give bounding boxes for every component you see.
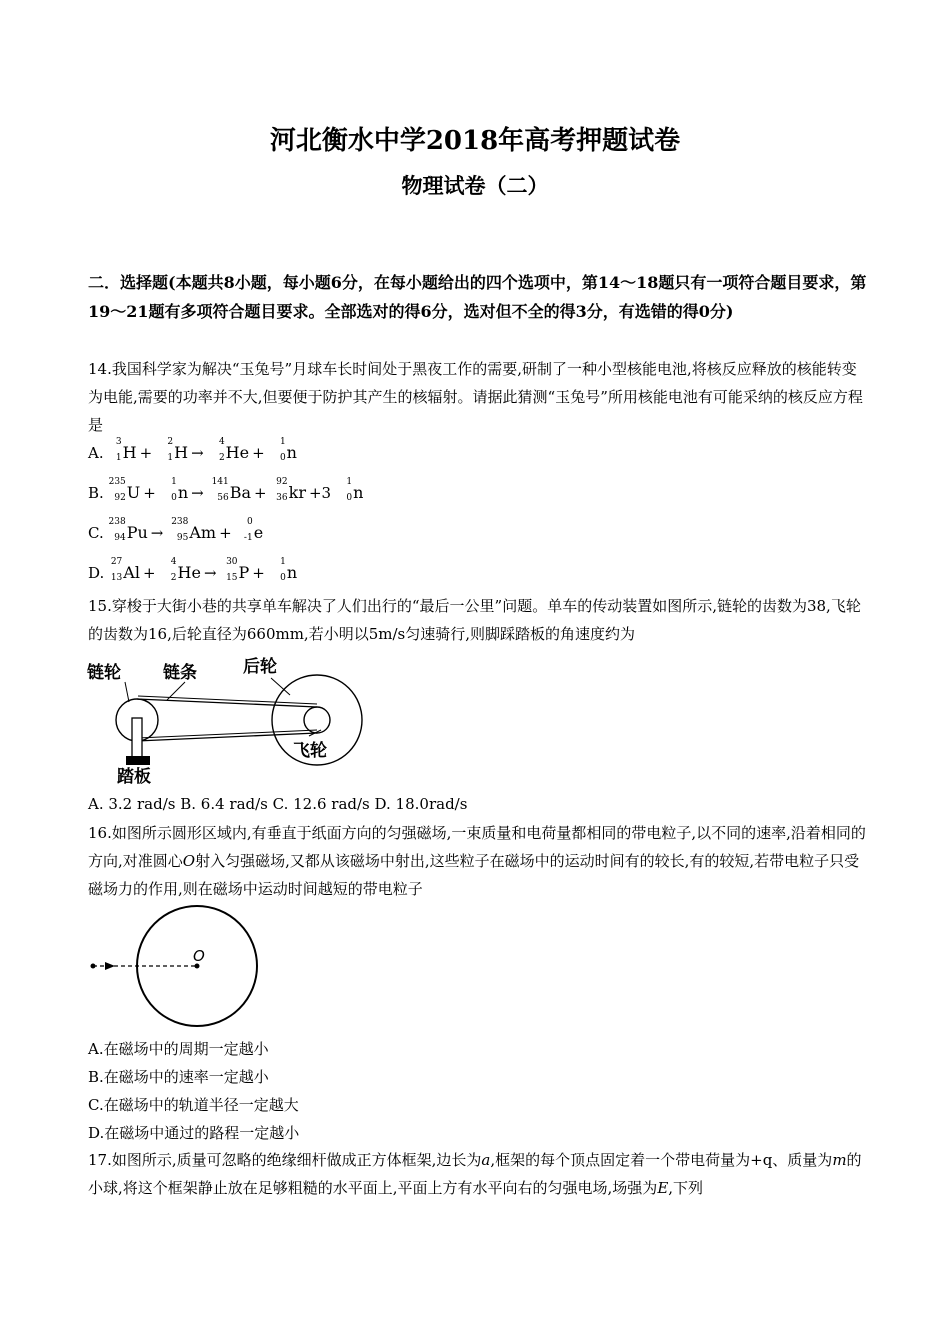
exam-subtitle: 物理试卷（二） <box>401 173 549 198</box>
equation-operator: → <box>191 444 204 462</box>
mass-number: 141 <box>211 477 229 487</box>
pedal-shape <box>126 756 150 765</box>
mass-number: 235 <box>108 477 126 487</box>
atomic-number: 1 <box>167 453 174 463</box>
atomic-number: 2 <box>218 453 225 463</box>
atomic-number: 1 <box>115 453 122 463</box>
mass-number: 92 <box>276 477 288 487</box>
option-label: C. <box>88 524 104 542</box>
q16-option-a: A.在磁场中的周期一定越小 <box>88 1040 269 1058</box>
mass-number: 238 <box>108 517 126 527</box>
equation-operator: → <box>203 564 217 582</box>
q14-option-d <box>88 557 298 583</box>
mass-number: 1 <box>280 557 286 567</box>
atomic-number: 0 <box>171 493 177 503</box>
nuclide-numbers <box>159 557 177 583</box>
mass-number: 4 <box>170 557 177 567</box>
nuclide-numbers <box>166 517 189 543</box>
q15-options: A. 3.2 rad/s B. 6.4 rad/s C. 12.6 rad/s D. 18.0rad/s <box>88 795 468 813</box>
element-symbol: Ba <box>229 483 252 502</box>
nuclide-numbers <box>104 517 126 543</box>
mass-number: 2 <box>167 437 174 447</box>
chainring-label: 链轮 <box>87 663 121 683</box>
nuclide-numbers <box>104 437 122 463</box>
nuclide-numbers <box>268 437 286 463</box>
element-symbol: U <box>126 483 141 502</box>
equation-operator: + <box>143 484 156 502</box>
atomic-number: 13 <box>110 573 123 583</box>
atomic-number: 15 <box>226 573 238 583</box>
element-symbol: n <box>286 443 297 462</box>
nuclide-numbers <box>235 517 253 543</box>
atomic-number: 56 <box>217 493 229 503</box>
equation-operator: + <box>219 524 232 542</box>
nuclide-numbers <box>159 477 177 503</box>
mass-number: 30 <box>226 557 238 567</box>
nuclide-numbers <box>207 477 229 503</box>
atomic-number: 0 <box>280 573 286 583</box>
particle-start-dot <box>91 964 96 969</box>
mass-number: 3 <box>115 437 122 447</box>
element-symbol: e <box>253 523 264 542</box>
element-symbol: Al <box>123 563 140 582</box>
equation-operator: + <box>254 484 267 502</box>
element-symbol: Am <box>189 523 217 542</box>
mass-number: 1 <box>171 477 177 487</box>
atomic-number: 94 <box>114 533 126 543</box>
mass-number: 0 <box>246 517 253 527</box>
exam-title: 河北衡水中学2018年高考押题试卷 <box>269 126 681 156</box>
nuclide-numbers <box>104 557 123 583</box>
mass-number: 1 <box>346 477 353 487</box>
element-symbol: n <box>177 483 189 502</box>
nuclide-numbers <box>270 477 288 503</box>
rear-wheel-label: 后轮 <box>243 657 277 677</box>
equation-operator: +3 <box>308 484 332 502</box>
nuclide-numbers <box>155 437 174 463</box>
element-symbol: H <box>174 443 189 462</box>
element-symbol: kr <box>288 483 306 502</box>
chainring-leader <box>125 682 129 702</box>
atomic-number: 36 <box>276 493 288 503</box>
chain-label: 链条 <box>163 663 197 683</box>
nuclide-numbers <box>334 477 353 503</box>
equation-operator: + <box>252 444 265 462</box>
q16-option-c: C.在磁场中的轨道半径一定越大 <box>88 1096 299 1114</box>
element-symbol: He <box>177 563 201 582</box>
equation-operator: + <box>139 444 153 462</box>
q14-option-b <box>88 477 364 503</box>
mass-number: 1 <box>279 437 286 447</box>
nuclide-numbers <box>207 437 225 463</box>
element-symbol: n <box>286 563 298 582</box>
atomic-number: 92 <box>114 493 126 503</box>
atomic-number: 0 <box>279 453 286 463</box>
nuclide-numbers <box>104 477 126 503</box>
q16-stem: 16.如图所示圆形区域内,有垂直于纸面方向的匀强磁场,一束质量和电荷量都相同的带电粒子,以不同的速率,沿着相同的方向,对准圆心O射入匀强磁场,又都从该磁场中射出,这些粒子在磁场中的运动时间有的较长,有的较短,若带电粒子只受磁场力的作用,则在磁场中运动时间越短的带电粒子 <box>88 824 866 898</box>
option-label: B. <box>88 484 104 502</box>
crank-arm <box>132 718 142 758</box>
q17-stem: 17.如图所示,质量可忽略的绝缘细杆做成正方体框架,边长为a,框架的每个顶点固定着一个带电荷量为+q、质量为m的小球,将这个框架静止放在足够粗糙的水平面上,平面上方有水平向右的匀强电场,场强为E,下列 <box>88 1151 862 1197</box>
equation-operator: + <box>142 564 156 582</box>
q16-option-d: D.在磁场中通过的路程一定越小 <box>88 1124 300 1142</box>
equation-operator: → <box>150 524 164 542</box>
flywheel-label: 飞轮 <box>293 741 327 761</box>
mass-number: 4 <box>218 437 225 447</box>
q14-option-c <box>88 517 264 543</box>
mass-number: 238 <box>171 517 189 527</box>
pedal-label: 踏板 <box>117 767 151 785</box>
magnetic-field-figure <box>85 905 265 1030</box>
option-label: D. <box>88 564 105 582</box>
nuclide-numbers <box>268 557 286 583</box>
center-label: O <box>193 947 205 965</box>
nuclide-numbers <box>220 557 238 583</box>
q14-stem: 14.我国科学家为解决“玉兔号”月球车长时间处于黑夜工作的需要,研制了一种小型核能电池,将核反应释放的核能转变为电能,需要的功率并不大,但要便于防护其产生的核辐射。请据此猜测“玉兔号”所用核能电池有可能采纳的核反应方程是 <box>88 360 863 434</box>
atomic-number: 2 <box>170 573 177 583</box>
atomic-number: -1 <box>243 533 253 543</box>
element-symbol: Pu <box>126 523 148 542</box>
velocity-arrow <box>105 962 115 970</box>
q16-option-b: B.在磁场中的速率一定越小 <box>88 1068 269 1086</box>
atomic-number: 0 <box>346 493 353 503</box>
option-label: A. <box>88 444 104 462</box>
atomic-number: 95 <box>176 533 189 543</box>
element-symbol: He <box>225 443 250 462</box>
element-symbol: n <box>353 483 364 502</box>
element-symbol: P <box>238 563 250 582</box>
bicycle-transmission-figure <box>85 650 370 785</box>
element-symbol: H <box>122 443 137 462</box>
q15-stem: 15.穿梭于大街小巷的共享单车解决了人们出行的“最后一公里”问题。单车的传动装置如图所示,链轮的齿数为38,飞轮的齿数为16,后轮直径为660mm,若小明以5m/s匀速骑行,则脚踩踏板的角速度约为 <box>88 597 861 643</box>
section-heading: 二．选择题(本题共8小题，每小题6分，在每小题给出的四个选项中，第14～18题只有一项符合题目要求，第19～21题有多项符合题目要求。全部选对的得6分，选对但不全的得3分，有选错的得0分) <box>88 273 867 321</box>
mass-number: 27 <box>110 557 123 567</box>
flywheel-shape <box>304 707 330 733</box>
equation-operator: → <box>191 484 204 502</box>
q14-option-a <box>88 437 297 463</box>
equation-operator: + <box>252 564 265 582</box>
